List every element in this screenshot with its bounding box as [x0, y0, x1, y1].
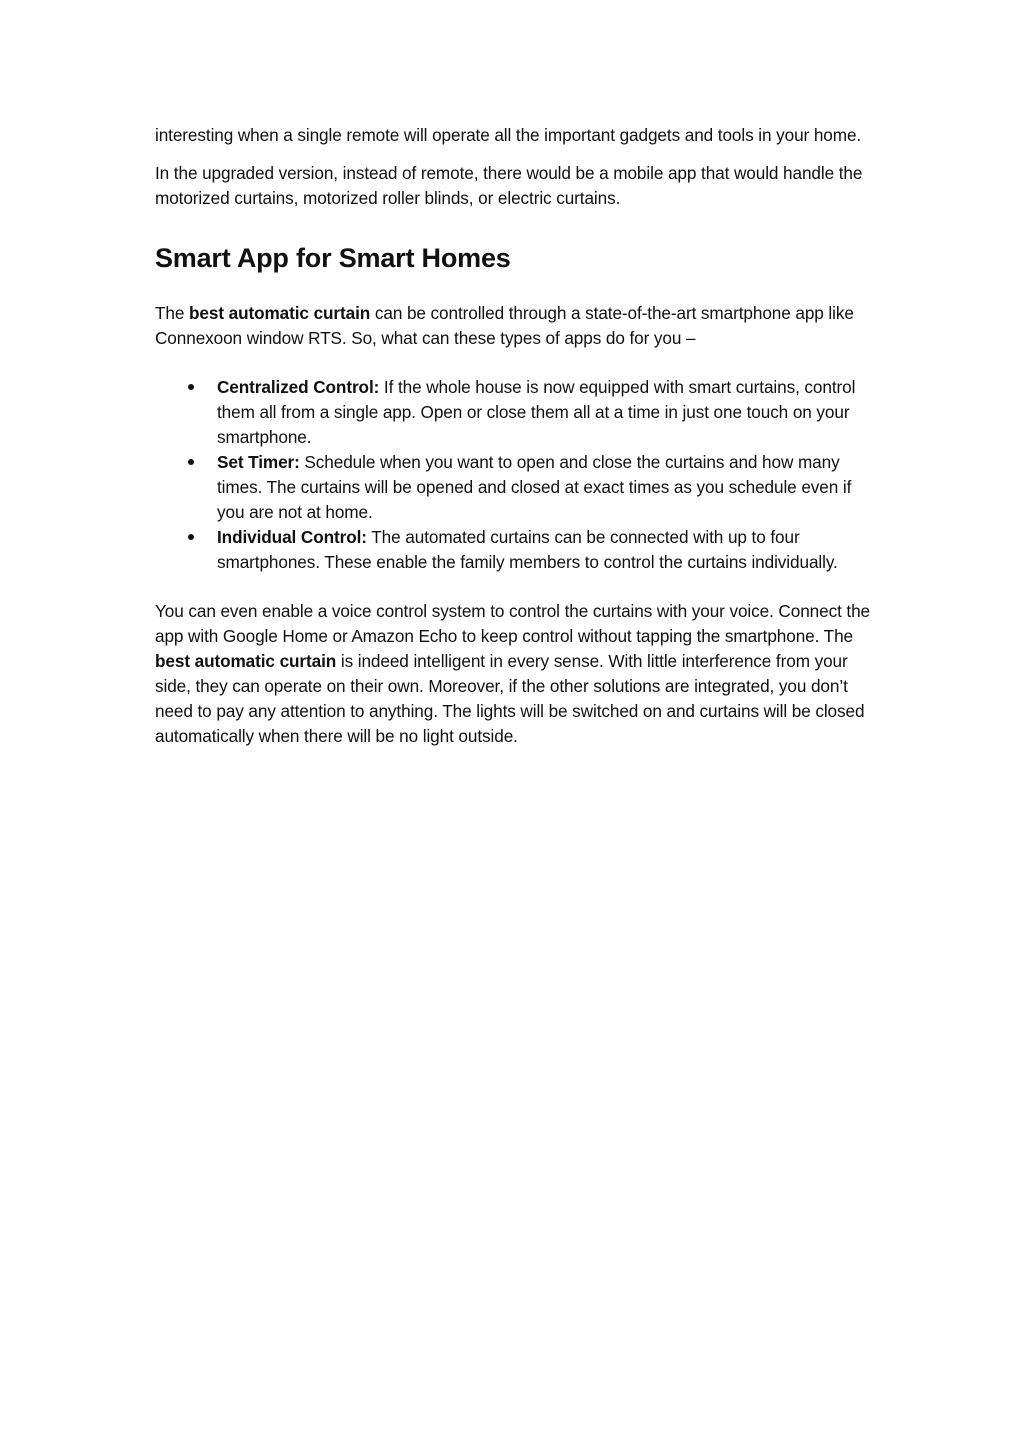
list-item-title: Set Timer:	[217, 452, 300, 472]
list-item-title: Centralized Control:	[217, 377, 380, 397]
closing-text-pre: You can even enable a voice control system to control the curtains with your voice. Connect the app with Google Home or Amazon Echo to keep control without tapping the smartphone. The	[155, 601, 871, 646]
lead-keyword: best automatic curtain	[189, 303, 371, 323]
section-heading: Smart App for Smart Homes	[155, 243, 511, 273]
document-page	[155, 123, 875, 749]
list-item-text: If the whole house is now equipped with smart curtains, control them all from a single app. Open or close them all at a time in just one touch on your smartphone.	[217, 377, 856, 447]
list-item-text: The automated curtains can be connected with up to four smartphones. These enable the family members to control the curtains individually.	[217, 527, 838, 572]
list-item	[217, 450, 875, 525]
bullet-icon	[186, 375, 196, 400]
bullet-icon	[186, 525, 196, 550]
list-item	[217, 525, 875, 575]
lead-paragraph	[155, 301, 875, 351]
lead-text-pre: The	[155, 303, 189, 323]
closing-keyword: best automatic curtain	[155, 651, 337, 671]
closing-paragraph	[155, 599, 875, 749]
intro-paragraph-1: interesting when a single remote will operate all the important gadgets and tools in your home.	[155, 125, 862, 145]
list-item	[217, 375, 875, 450]
list-item-title: Individual Control:	[217, 527, 367, 547]
intro-paragraph-2: In the upgraded version, instead of remote, there would be a mobile app that would handle the motorized curtains, motorized roller blinds, or electric curtains.	[155, 163, 863, 208]
bullet-icon	[186, 450, 196, 475]
lead-text-post: can be controlled through a state-of-the-art smartphone app like Connexoon window RTS. So, what can these types of apps do for you –	[155, 303, 854, 348]
feature-list	[155, 375, 875, 575]
list-item-text: Schedule when you want to open and close the curtains and how many times. The curtains will be opened and closed at exact times as you schedule even if you are not at home.	[217, 452, 852, 522]
closing-text-post: is indeed intelligent in every sense. With little interference from your side, they can operate on their own. Moreover, if the other solutions are integrated, you don’t need to pay any attention to anything. The lights will be switched on and curtains will be closed automatically when there will be no light outside.	[155, 651, 865, 746]
